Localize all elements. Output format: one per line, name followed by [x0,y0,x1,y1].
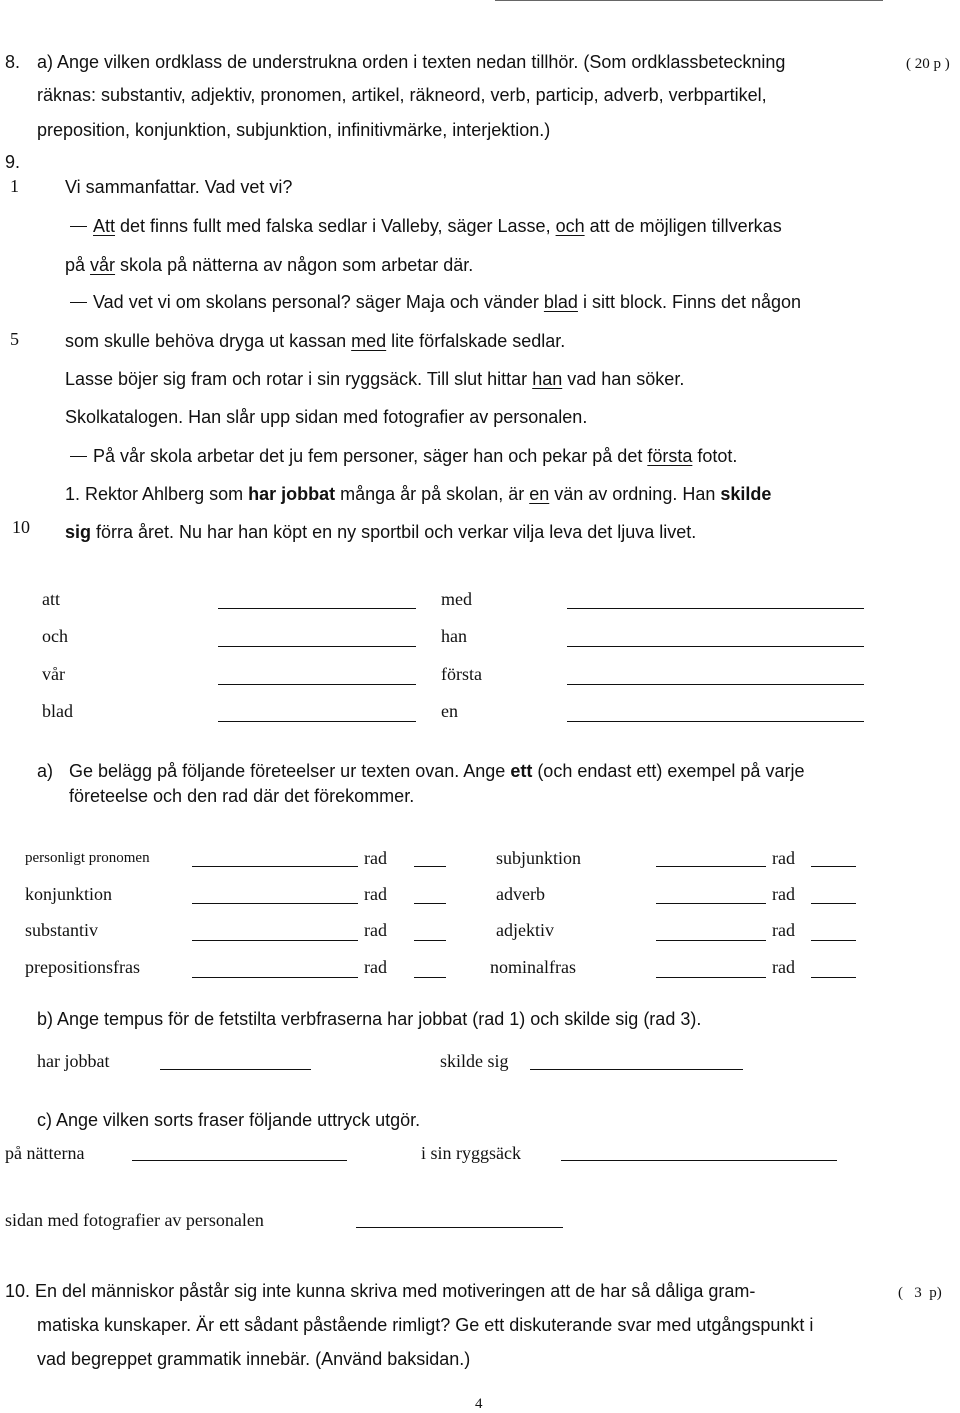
label-adverb: adverb [496,884,545,904]
rad-blank[interactable] [811,903,856,904]
underlined-word: med [351,331,387,351]
answer-blank-med[interactable] [567,608,864,609]
label-har-jobbat: har jobbat [37,1051,110,1071]
text-line-5: som skulle behöva dryga ut kassan med lite förfalskade sedlar. [65,331,566,351]
text-line-7: Skolkatalogen. Han slår upp sidan med fotografier av personalen. [65,407,588,427]
label-subjunktion: subjunktion [496,848,582,868]
text-line-6: Lasse böjer sig fram och rotar i sin ryggsäck. Till slut hittar han vad han söker. [65,369,685,389]
text-line-10: sig förra året. Nu har han köpt en ny sportbil och verkar vilja leva det ljuva livet. [65,522,697,542]
q8-line-1: a) Ange vilken ordklass de understrukna orden i texten nedan tillhör. (Som ordklassbeteckning [37,52,786,72]
answer-blank-pa-natterna[interactable] [132,1160,347,1161]
answer-blank-adjektiv[interactable] [656,940,766,941]
rad-label: rad [364,884,387,904]
answer-blank-en[interactable] [567,721,864,722]
q9-number: 9. [5,152,21,172]
dialogue-dash [70,456,87,457]
dialogue-dash [70,226,87,227]
answer-blank-sidan-med-fotografier[interactable] [356,1227,563,1228]
part-a-line-1: Ge belägg på följande företeelser ur texten ovan. Ange ett (och endast ett) exempel på varje [69,761,805,781]
dialogue-dash [70,302,87,303]
bold-verb-phrase: sig [65,522,92,542]
answer-blank-substantiv[interactable] [192,940,358,941]
word-forsta: första [441,664,482,684]
word-och: och [42,626,68,646]
label-konjunktion: konjunktion [25,884,113,904]
answer-blank-forsta[interactable] [567,684,864,685]
rad-blank[interactable] [414,903,446,904]
q8-line-2: räknas: substantiv, adjektiv, pronomen, artikel, räkneord, verb, particip, adverb, verbpartikel, [37,85,767,105]
line-number-5: 5 [10,329,19,349]
answer-blank-och[interactable] [218,646,416,647]
label-prepositionsfras: prepositionsfras [25,957,140,977]
word-blad: blad [42,701,73,721]
answer-blank-i-sin-ryggsack[interactable] [561,1160,837,1161]
answer-blank-subjunktion[interactable] [656,866,766,867]
q10-line-3: vad begreppet grammatik innebär. (Använd baksidan.) [37,1349,471,1369]
rad-blank[interactable] [414,940,446,941]
label-i-sin-ryggsack: i sin ryggsäck [421,1143,521,1163]
text-line-3: på vår skola på nätterna av någon som arbetar där. [65,255,474,275]
underlined-word: han [532,369,563,389]
rad-blank[interactable] [811,977,856,978]
answer-blank-prepositionsfras[interactable] [192,977,358,978]
answer-blank-han[interactable] [567,646,864,647]
answer-blank-konjunktion[interactable] [192,903,358,904]
text-line-9: 1. Rektor Ahlberg som har jobbat många år på skolan, är en vän av ordning. Han skilde [65,484,772,504]
rad-label: rad [772,848,795,868]
underlined-word: en [529,484,550,504]
answer-blank-adverb[interactable] [656,903,766,904]
label-nominalfras: nominalfras [490,957,576,977]
underlined-word: första [647,446,693,466]
top-rule [495,0,883,1]
underlined-word: och [555,216,585,236]
text-line-4: Vad vet vi om skolans personal? säger Maja och vänder blad i sitt block. Finns det någon [70,293,801,311]
bold-verb-phrase: har jobbat [248,484,336,504]
rad-label: rad [772,884,795,904]
q8-points: ( 20 p ) [906,56,950,72]
label-personligt-pronomen: personligt pronomen [25,850,150,866]
answer-blank-skilde-sig[interactable] [530,1069,743,1070]
text-line-8: På vår skola arbetar det ju fem personer, säger han och pekar på det första fotot. [70,447,737,465]
q8-line-3: preposition, konjunktion, subjunktion, infinitivmärke, interjektion.) [37,120,551,140]
part-b-instruction: b) Ange tempus för de fetstilta verbfraserna har jobbat (rad 1) och skilde sig (rad 3). [37,1009,702,1029]
answer-blank-blad[interactable] [218,721,416,722]
part-a-line-2: företeelse och den rad där det förekommer. [69,786,415,806]
page-number: 4 [475,1396,483,1412]
rad-blank[interactable] [414,866,446,867]
label-substantiv: substantiv [25,920,99,940]
label-adjektiv: adjektiv [496,920,554,940]
answer-blank-personligt-pronomen[interactable] [192,866,358,867]
answer-blank-att[interactable] [218,608,416,609]
q10-points: ( 3 p) [898,1285,942,1301]
rad-label: rad [364,920,387,940]
word-med: med [441,589,472,609]
part-c-instruction: c) Ange vilken sorts fraser följande uttryck utgör. [37,1110,421,1130]
rad-blank[interactable] [811,866,856,867]
word-en: en [441,701,458,721]
line-number-10: 10 [12,517,30,537]
text-title: Vi sammanfattar. Vad vet vi? [65,177,293,197]
part-a-label: a) [37,761,54,781]
underlined-word: Att [93,216,116,236]
word-att: att [42,589,60,609]
rad-label: rad [364,848,387,868]
q8-number: 8. [5,52,21,72]
rad-blank[interactable] [414,977,446,978]
rad-label: rad [772,957,795,977]
rad-blank[interactable] [811,940,856,941]
answer-blank-nominalfras[interactable] [656,977,766,978]
q10-line-2: matiska kunskaper. Är ett sådant påstående rimligt? Ge ett diskuterande svar med utgångspunkt i [37,1315,814,1335]
text-line-2: Att det finns fullt med falska sedlar i Valleby, säger Lasse, och att de möjligen tillverkas [70,217,782,235]
bold-verb-phrase: skilde [720,484,772,504]
underlined-word: blad [543,292,578,312]
rad-label: rad [772,920,795,940]
underlined-word: vår [90,255,116,275]
label-sidan-med-fotografier: sidan med fotografier av personalen [5,1210,264,1230]
label-pa-natterna: på nätterna [5,1143,85,1163]
line-number-1: 1 [10,176,19,196]
word-han: han [441,626,467,646]
label-skilde-sig: skilde sig [440,1051,509,1071]
answer-blank-har-jobbat[interactable] [160,1069,311,1070]
rad-label: rad [364,957,387,977]
word-var: vår [42,664,65,684]
answer-blank-var[interactable] [218,684,416,685]
q10-line-1: 10. En del människor påstår sig inte kunna skriva med motiveringen att de har så dåliga gram- [5,1281,756,1301]
